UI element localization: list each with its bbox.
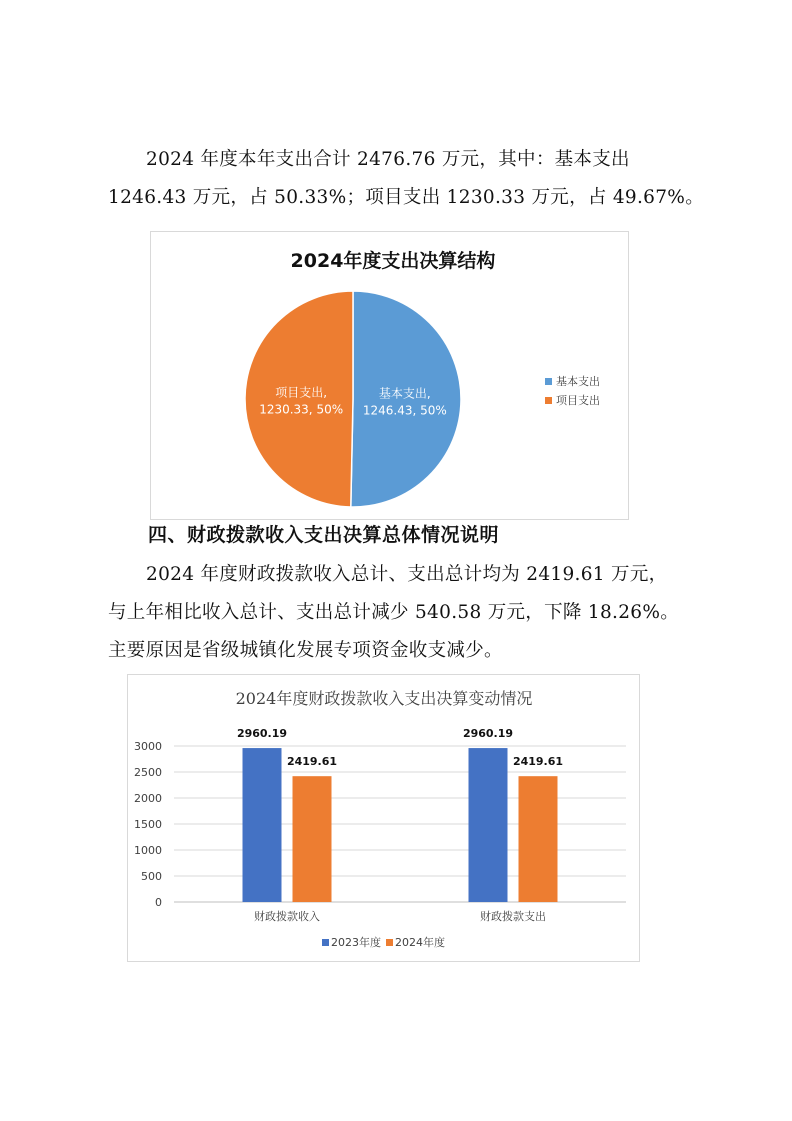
y-tick-label: 0 bbox=[155, 896, 162, 909]
legend-swatch bbox=[386, 939, 393, 946]
legend-label: 2024年度 bbox=[395, 936, 445, 949]
paragraph-appropriation-summary bbox=[108, 556, 736, 670]
section-heading: 四、财政拨款收入支出决算总体情况说明 bbox=[148, 524, 500, 546]
pie-data-label: 项目支出, bbox=[275, 385, 328, 400]
paragraph-line: 1246.43 万元，占 50.33%；项目支出 1230.33 万元，占 49.67%。 bbox=[108, 187, 704, 208]
y-tick-label: 2000 bbox=[134, 792, 162, 805]
bar-data-label: 2960.19 bbox=[236, 727, 288, 741]
bar-2024 bbox=[293, 776, 332, 902]
bar-2023 bbox=[243, 748, 282, 902]
y-tick-label: 1000 bbox=[134, 844, 162, 857]
paragraph-line: 2024 年度本年支出合计 2476.76 万元，其中：基本支出 bbox=[146, 149, 630, 170]
legend-label: 2023年度 bbox=[331, 936, 381, 949]
paragraph-line: 主要原因是省级城镇化发展专项资金收支减少。 bbox=[108, 640, 503, 661]
bar-chart-svg bbox=[128, 675, 641, 963]
bar-data-label: 2419.61 bbox=[286, 755, 338, 769]
legend-swatch bbox=[545, 378, 552, 385]
pie-data-label: 基本支出, bbox=[378, 386, 431, 401]
bar-chart-appropriation-change bbox=[127, 674, 640, 962]
pie-data-label: 1246.43, 50% bbox=[362, 403, 447, 418]
pie-chart-svg bbox=[151, 232, 630, 521]
bar-2024 bbox=[519, 776, 558, 902]
x-category-label: 财政拨款支出 bbox=[480, 910, 546, 923]
y-tick-label: 1500 bbox=[134, 818, 162, 831]
legend-label: 项目支出 bbox=[556, 394, 600, 407]
paragraph-expenditure-total bbox=[108, 141, 736, 217]
pie-chart-expenditure-structure bbox=[150, 231, 629, 520]
y-tick-label: 3000 bbox=[134, 740, 162, 753]
legend-label: 基本支出 bbox=[556, 375, 600, 388]
pie-data-label: 1230.33, 50% bbox=[259, 402, 344, 417]
pie-chart-title: 2024年度支出决算结构 bbox=[290, 250, 496, 272]
bar-2023 bbox=[469, 748, 508, 902]
bar-chart-title: 2024年度财政拨款收入支出决算变动情况 bbox=[235, 689, 533, 708]
paragraph-line: 2024 年度财政拨款收入总计、支出总计均为 2419.61 万元， bbox=[146, 564, 668, 585]
legend-swatch bbox=[545, 397, 552, 404]
bar-data-label: 2419.61 bbox=[512, 755, 564, 769]
bar-data-label: 2960.19 bbox=[462, 727, 514, 741]
legend-swatch bbox=[322, 939, 329, 946]
y-tick-label: 500 bbox=[141, 870, 162, 883]
paragraph-line: 与上年相比收入总计、支出总计减少 540.58 万元，下降 18.26%。 bbox=[108, 602, 680, 623]
x-category-label: 财政拨款收入 bbox=[254, 910, 320, 923]
y-tick-label: 2500 bbox=[134, 766, 162, 779]
